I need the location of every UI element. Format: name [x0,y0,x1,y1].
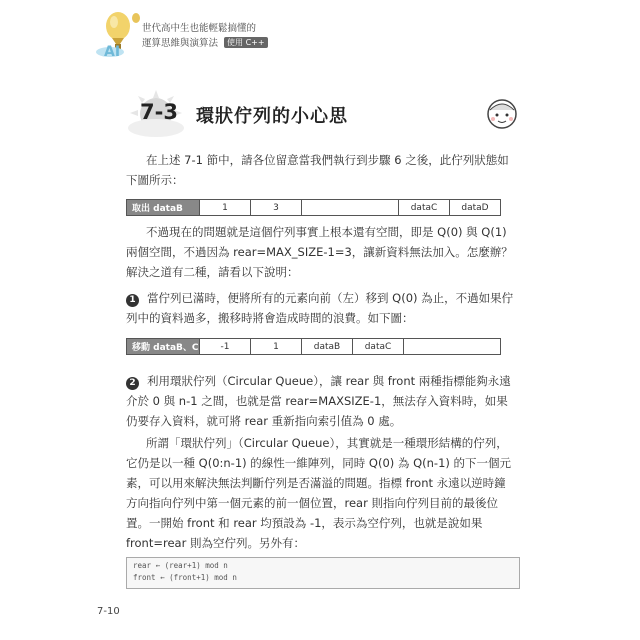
book-title-line2 [142,35,268,49]
section-title: 環狀佇列的小心思 [196,106,348,127]
mascot-icon [484,96,520,132]
table-row [127,200,501,216]
table-cell: -1 [200,339,251,355]
queue-table-dequeue [126,199,501,216]
list-item [126,288,516,328]
table-cell: dataB [302,339,353,355]
table-cell: 3 [251,200,302,216]
page-number: 7-10 [97,606,120,617]
table-cell: 1 [200,200,251,216]
table-cell: 1 [251,339,302,355]
item-number-badge: 2 [126,377,139,390]
code-block [126,557,520,589]
table-cell [302,200,399,216]
table-label-cell: 移動 dataB、C [127,339,200,355]
list-item-text: 當佇列已滿時，便將所有的元素向前（左）移到 Q(0) 為止，不過如果佇列中的資料過多，搬移時將會造成時間的浪費。如下圖： [126,291,514,325]
table-row [127,339,501,355]
code-line: front ← (front+1) mod n [133,573,237,582]
table-cell: dataC [353,339,404,355]
paragraph-intro: 在上述 7-1 節中，請各位留意當我們執行到步驟 6 之後，此佇列狀態如下圖所示： [126,153,509,187]
language-badge: 使用 C++ [224,37,268,48]
table-cell: dataC [399,200,450,216]
code-line: rear ← (rear+1) mod n [133,561,228,570]
table-label-cell: 取出 dataB [127,200,200,216]
section-heading [126,88,526,138]
book-title-line2-text: 運算思維與演算法 [142,38,219,49]
list-item-text: 利用環狀佇列（Circular Queue），讓 rear 與 front 兩種指標能夠永遠介於 0 與 n-1 之間，也就是當 rear=MAXSIZE-1，無法存入資料時，如果仍要存入資料，就可將 rear 重新指向索引值為 0 處。 [126,374,511,428]
paragraph-problem: 不過現在的問題就是這個佇列事實上根本還有空間，即是 Q(0) 與 Q(1) 兩個空間，不過因為 rear=MAX_SIZE-1=3，讓新資料無法加入。怎麼辦？解決之道有二種，請看以下說明： [126,225,513,279]
list-item [126,371,516,431]
table-cell [404,339,501,355]
queue-table-shift [126,338,501,355]
paragraph-circular-queue: 所謂「環狀佇列」（Circular Queue），其實就是一種環形結構的佇列，它仍是以一種 Q(0:n-1) 的線性一維陣列，同時 Q(0) 為 Q(n-1) 的下一個元素，可以用來解決無法判斷佇列是否滿溢的問題。指標 front 永遠以逆時鐘方向指向佇列中第一個元素的前一個位置，rear 則指向佇列目前的最後位置。一開始 front 和 rear 均預設為 -1，表示為空佇列，也就是說如果 front=rear 則為空佇列。另外有： [126,436,512,550]
table-cell: dataD [450,200,501,216]
book-header [96,8,316,58]
item-number-badge: 1 [126,294,139,307]
svg-text:AI: AI [104,44,121,58]
section-number: 7-3 [140,100,178,124]
book-title-line1: 世代高中生也能輕鬆搞懂的 [142,23,257,34]
balloon-icon [96,8,144,58]
